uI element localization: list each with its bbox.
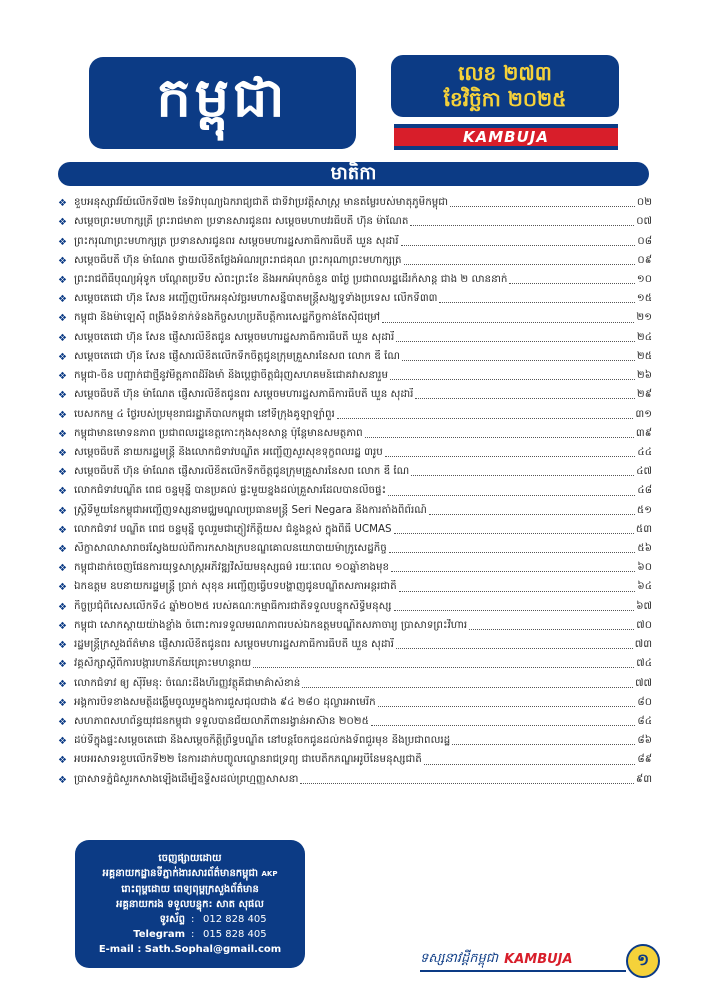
toc-item[interactable]: [58, 252, 652, 271]
diamond-bullet-icon: ❖: [58, 351, 67, 363]
page-footer: [420, 946, 670, 972]
toc-item[interactable]: [58, 271, 652, 290]
diamond-bullet-icon: ❖: [58, 198, 67, 210]
toc-item-page: ៦០: [637, 561, 652, 574]
phone-value: 012 828 405: [203, 914, 267, 925]
toc-item-page: ៤៧: [636, 465, 652, 478]
toc-item-page: ៥១: [636, 503, 652, 516]
diamond-bullet-icon: ❖: [58, 717, 67, 729]
publisher-director: អគ្គនាយករង ទទួលបន្ទុក: សាត សុផល: [116, 899, 264, 910]
toc-item-page: ៨៦: [637, 734, 652, 747]
toc-item[interactable]: [58, 713, 652, 732]
toc-item-page: ៦៤: [637, 580, 652, 593]
diamond-bullet-icon: ❖: [58, 447, 67, 459]
toc-item-title: សម្តេចតេជោ ហ៊ុន សែន ផ្ញើសារលិខិតជូន សម្តេចមហារដ្ឋសភាធិការធិបតី ឃួន សុដារី: [74, 330, 395, 343]
leader-dots: [390, 378, 635, 380]
toc-item-title: កម្ពុជាដាក់ចេញផែនការយុទ្ធសាស្ត្រអភិវឌ្ឍវិស័យមនុស្សធម៌ រយៈពេល ១០ឆ្នាំខាងមុខ: [74, 561, 390, 574]
toc-item[interactable]: [58, 232, 652, 251]
leader-dots: [509, 282, 634, 284]
footer-brand: KAMBUJA: [504, 951, 573, 967]
diamond-bullet-icon: ❖: [58, 467, 67, 479]
diamond-bullet-icon: ❖: [58, 601, 67, 613]
brand-name: KAMBUJA: [463, 128, 549, 146]
toc-item-page: ៧៤: [636, 657, 652, 670]
toc-item-page: ១០: [636, 272, 652, 285]
leader-dots: [388, 494, 635, 496]
leader-dots: [429, 513, 635, 515]
toc-item[interactable]: [58, 559, 652, 578]
diamond-bullet-icon: ❖: [58, 236, 67, 248]
leader-dots: [365, 436, 634, 438]
brand-bar: [394, 124, 618, 150]
toc-item-page: ០៩: [637, 253, 652, 266]
diamond-bullet-icon: ❖: [58, 390, 67, 402]
toc-item-title: សម្តេចតេជោ ហ៊ុន សែន ផ្ញើសារលិខិតលើកទឹកចិត្តជូនក្រុមគ្រួសារនៃសព លោក ឌី ណៃ: [74, 349, 400, 362]
leader-dots: [404, 263, 636, 265]
toc-item-page: ៩៣: [635, 772, 652, 785]
leader-dots: [439, 301, 634, 303]
toc-item-page: ០២: [636, 196, 652, 209]
toc-item-page: ៨០: [637, 695, 652, 708]
leader-dots: [385, 455, 636, 457]
leader-dots: [371, 724, 636, 726]
toc-item[interactable]: [58, 463, 652, 482]
leader-dots: [389, 551, 636, 553]
brand-stripe-bottom: [394, 146, 618, 150]
toc-item-title: លោកជំទាវ បណ្ឌិត ពេជ ចន្ទមុន្នី ចូលរួមជាភ្ញៀវកិត្តិយស ជំនួងខ្ពស់ ក្នុងពិធី UCMAS: [74, 522, 392, 535]
diamond-bullet-icon: ❖: [58, 678, 67, 690]
publisher-phone-row: ទូរស័ព្ទ : 012 828 405: [105, 912, 275, 927]
toc-item-title: កម្ពុជា សោកស្តាយយ៉ាងខ្លាំង ចំពោះការទទួលមរណភាពរបស់ឯកឧត្តមបណ្ឌិតសភាចារ្យ ប្រាសាទព្រះវិហារ: [74, 618, 468, 631]
telegram-label: Telegram: [133, 929, 185, 940]
diamond-bullet-icon: ❖: [58, 544, 67, 556]
toc-item-page: ០៧: [636, 215, 652, 228]
toc-item-title: កម្ពុជាមានមោទនភាព ប្រជាពលរដ្ឋខេត្តកោះកុងសុខសាន្ត ប៉ុន្តែមានសមត្ថភាព: [74, 426, 363, 439]
leader-dots: [450, 205, 635, 207]
leader-dots: [469, 628, 634, 630]
toc-item-title: សិក្ខាសាលាសារាចរស្វែងយល់ពីការកសាងក្របខណ្ឌគោលនយោបាយម៉ាក្រូសេដ្ឋកិច្ច: [74, 542, 387, 555]
toc-item-page: ៧៧: [635, 676, 652, 689]
toc-item[interactable]: [58, 444, 652, 463]
brand-name-band: [394, 128, 618, 146]
toc-item-page: ៣៩: [635, 426, 652, 439]
leader-dots: [410, 224, 634, 226]
issue-number: លេខ ២៧៣: [458, 61, 552, 85]
toc-item-title: លោកជំទាវបណ្ឌិត ពេជ ចន្ទមុន្នី បានប្រគល់ ផ្ទះមួយខ្នងដល់គ្រួសារដែលបានលិចផ្ទះ: [74, 484, 387, 497]
toc-item-page: ២៥: [636, 349, 652, 362]
diamond-bullet-icon: ❖: [58, 774, 67, 786]
toc-item[interactable]: [58, 732, 652, 751]
toc-item-title: សម្តេចព្រះមហាក្សត្រី ព្រះរាជមាតា ប្រទានសារជូនពរ សម្តេចមហាបវរធិបតី ហ៊ុន ម៉ាណែត: [74, 215, 409, 228]
toc-item-page: ២៦: [636, 369, 652, 382]
diamond-bullet-icon: ❖: [58, 428, 67, 440]
toc-item-title: ឯកឧត្តម ឧបនាយករដ្ឋមន្ត្រី ប្រាក់ សុខុន អញ្ជើញធ្វើបទបង្ហាញជូនបណ្ឌិតសភាអន្តរជាតិ: [74, 580, 397, 593]
leader-dots: [452, 743, 635, 745]
diamond-bullet-icon: ❖: [58, 640, 67, 652]
toc-item-title: សហភាពសហព័ន្ធយុវជនកម្ពុជា ទទួលបានជ័យលាភីពានរង្វាន់អាស៊ាន ២០២៥: [74, 715, 369, 728]
toc-item[interactable]: [58, 309, 652, 328]
toc-item[interactable]: [58, 694, 652, 713]
toc-item[interactable]: [58, 540, 652, 559]
toc-item-title: អបអរសាទរខួបលើកទី២២ នៃការដាក់បញ្ចូលល្ខោនរាជទ្រព្យ ជាបេតិកភណ្ឌអរូបីនៃមនុស្សជាតិ: [74, 753, 422, 766]
toc-item[interactable]: [58, 617, 652, 636]
toc-item-page: ០៨: [637, 234, 652, 247]
publisher-printer: រោះពុម្ពដោយ ពេទ្យពុម្ពក្រសួងព័ត៌មាន: [121, 884, 259, 895]
diamond-bullet-icon: ❖: [58, 524, 67, 536]
toc-item-page: ៨៩: [637, 753, 652, 766]
toc-item-page: ៤៤: [637, 445, 652, 458]
masthead-title: កម្ពុជា: [156, 65, 289, 129]
toc-item[interactable]: [58, 521, 652, 540]
toc-heading: [58, 162, 649, 186]
toc-item-page: ៨៤: [637, 715, 652, 728]
toc-item[interactable]: [58, 425, 652, 444]
toc-item-title: សម្តេចតេជោ ហ៊ុន សែន អញ្ជើញបើកអនុសំវច្ឆរមហាសន្និបាតមន្ត្រីសង្ឃទូទាំងប្រទេស លើកទី៣៣: [74, 292, 438, 305]
leader-dots: [300, 782, 634, 784]
publisher-info: [75, 840, 305, 968]
publisher-line-1: ចេញផ្សាយដោយ: [158, 853, 222, 864]
toc-item-title: កិច្ចប្រជុំពិសេសលើកទី៤ ឆ្នាំ២០២៥ របស់គណៈកម្មាធិការជាតិទទួលបន្ទុកសិទ្ធិមនុស្ស: [74, 599, 392, 612]
leader-dots: [424, 763, 636, 765]
toc-item-title: កម្ពុជា-ចិន បញ្ជាក់ជាថ្មីនូវមិត្តភាពដ៏រឹងមាំ និងប្តេជ្ញាចិត្តជំរុញសហគមន៍ជោគវាសនារួម: [74, 369, 388, 382]
toc-item[interactable]: [58, 367, 652, 386]
toc-item-title: ព្រះរាជពិធីបុណ្យអុំទូក បណ្តែតប្រទីប សំពះព្រះខែ និងអកអំបុកចំនួន ៣ថ្ងៃ ប្រជាពលរដ្ឋដើរកំសាន្ត ជាង ២ លាននាក់: [74, 272, 508, 285]
leader-dots: [401, 244, 636, 246]
publisher-email: E-mail : Sath.Sophal@gmail.com: [98, 944, 282, 955]
diamond-bullet-icon: ❖: [58, 582, 67, 594]
phone-label: ទូរស័ព្ទ: [159, 914, 185, 925]
leader-dots: [382, 321, 634, 323]
diamond-bullet-icon: ❖: [58, 659, 67, 671]
toc-item[interactable]: [58, 290, 652, 309]
toc-item[interactable]: [58, 674, 652, 693]
toc-item[interactable]: [58, 194, 652, 213]
diamond-bullet-icon: ❖: [58, 371, 67, 383]
leader-dots: [253, 666, 634, 668]
diamond-bullet-icon: ❖: [58, 255, 67, 267]
toc-item-title: កម្ពុជា និងម៉ាឡេស៊ី ពង្រឹងទំនាក់ទំនងកិច្ចសហប្រតិបត្តិការសេដ្ឋកិច្ចកាន់តែស៊ីជម្រៅ: [74, 311, 381, 324]
footer-magazine-name: ទស្សនាវដ្តីកម្ពុជា: [420, 950, 499, 966]
publisher-agency: [103, 866, 278, 882]
toc-item-title: អង្គការបិទខាងសមត្ថិដង្ហើមចូលរួមក្នុងការជួសជុលជាង ៩៤ ២៨០ ដុល្លារអាមេរិក: [74, 695, 376, 708]
diamond-bullet-icon: ❖: [58, 294, 67, 306]
toc-item[interactable]: [58, 598, 652, 617]
toc-item[interactable]: [58, 213, 652, 232]
toc-item[interactable]: [58, 771, 652, 790]
toc-item-title: ខួបអនុស្សាវរីយ៍លើកទី៧២ នៃទិវាបុណ្យឯករាជ្យជាតិ ជាទិវាប្រវត្តិសាស្ត្រ មានតម្លៃរបស់មាតុភូមិកម្ពុជា: [74, 196, 449, 209]
leader-dots: [394, 609, 635, 611]
toc-item-title: ស្ត្រីទីមួយនៃកម្ពុជាអញ្ជើញទស្សនាមជ្ឈមណ្ឌលប្រធានមន្ត្រី Seri Negara និងការតាំងពិព័រណ៍: [74, 503, 427, 516]
toc-heading-text: មាតិកា: [330, 162, 377, 184]
telegram-value: 015 828 405: [203, 929, 267, 940]
publisher-telegram-row: Telegram : 015 828 405: [105, 927, 275, 942]
toc-item[interactable]: [58, 348, 652, 367]
leader-dots: [394, 532, 634, 534]
diamond-bullet-icon: ❖: [58, 563, 67, 575]
diamond-bullet-icon: ❖: [58, 736, 67, 748]
toc-item-title: ព្រះករុណាព្រះមហាក្សត្រ ប្រទានសារជូនពរ សម្តេចមហារដ្ឋសភាធិការធិបតី ឃួន សុដារី: [74, 234, 399, 247]
toc-item-title: ប្រាសាទភ្នំជំសួរកសាងឡើងដើម្បីឧទ្ទិសដល់ព្រហ្មញ្ញសាសនា: [74, 772, 299, 785]
toc-item[interactable]: [58, 502, 652, 521]
toc-item-page: ៧០: [636, 618, 652, 631]
diamond-bullet-icon: ❖: [58, 486, 67, 498]
toc-item-title: បេសកកម្ម ៤ ថ្ងៃរបស់ប្រមុខរាជរដ្ឋាភិបាលកម្ពុជា នៅទីក្រុងគូឡាឡាំពួរ: [74, 407, 335, 420]
toc-item-title: វគ្គសិក្សាស្តីពីការបង្ការហានិភ័យគ្រោះមហន្តរាយ: [74, 657, 252, 670]
toc-item-title: សម្តេចធិបតី នាយករដ្ឋមន្ត្រី និងលោកជំទាវបណ្ឌិត អញ្ជើញសួរសុខទុក្ខពលរដ្ឋ ៣រូប: [74, 445, 383, 458]
diamond-bullet-icon: ❖: [58, 505, 67, 517]
leader-dots: [302, 686, 633, 688]
toc-item[interactable]: [58, 636, 652, 655]
toc-item-page: ៤៨: [637, 484, 652, 497]
diamond-bullet-icon: ❖: [58, 313, 67, 325]
diamond-bullet-icon: ❖: [58, 620, 67, 632]
toc-item-title: លោកជំទាវ ឲ្យ ស៊ីរីមនុ: ចំណេះដឹងហិរញ្ញវត្ថុគឺជាមាគ៌ាសំខាន់: [74, 676, 301, 689]
issue-box: [391, 55, 619, 117]
leader-dots: [378, 705, 636, 707]
toc-item-page: ៦៧: [636, 599, 652, 612]
leader-dots: [337, 417, 634, 419]
leader-dots: [402, 359, 635, 361]
page-number-badge: [626, 944, 660, 978]
toc-item-page: ៥៣: [635, 522, 652, 535]
toc-item[interactable]: [58, 751, 652, 770]
toc-item-page: ២១: [636, 311, 652, 324]
leader-dots: [391, 570, 635, 572]
toc-item[interactable]: [58, 405, 652, 424]
diamond-bullet-icon: ❖: [58, 217, 67, 229]
diamond-bullet-icon: ❖: [58, 755, 67, 767]
toc-item-page: ៥៦: [637, 542, 652, 555]
publisher-agency-name: អគ្គនាយកដ្ឋានទីភ្នាក់ងារសារព័ត៌មានកម្ពុជា: [102, 868, 259, 879]
toc-item-title: សម្តេចធិបតី ហ៊ុន ម៉ាណែត ថ្វាយលិខិតថ្លែងអំណរព្រះរាជគុណ ព្រះករុណាព្រះមហាក្សត្រ: [74, 253, 402, 266]
masthead-logo: [89, 57, 356, 149]
toc-item-title: សម្តេចធិបតី ហ៊ុន ម៉ាណែត ផ្ញើសារលិខិតជូនពរ សម្តេចមហារដ្ឋសភាធិការធិបតី ឃួន សុដារី: [74, 388, 414, 401]
toc-item-page: ៧៣: [634, 638, 652, 651]
leader-dots: [415, 397, 635, 399]
table-of-contents: [58, 194, 652, 790]
toc-item[interactable]: [58, 578, 652, 597]
publisher-agency-abbr: AKP: [261, 870, 278, 878]
leader-dots: [396, 647, 633, 649]
leader-dots: [411, 474, 634, 476]
toc-item-title: រដ្ឋមន្ត្រីក្រសួងព័ត៌មាន ផ្ញើសារលិខិតជូនពរ សម្តេចមហារដ្ឋសភាធិការធិបតី ឃួន សុដារី: [74, 638, 394, 651]
page-number: ១: [636, 950, 650, 969]
toc-item[interactable]: [58, 482, 652, 501]
footer-rule: [420, 970, 626, 972]
diamond-bullet-icon: ❖: [58, 332, 67, 344]
toc-item[interactable]: [58, 329, 652, 348]
toc-item-page: ២៩: [636, 388, 652, 401]
toc-item-page: ៣១: [635, 407, 652, 420]
diamond-bullet-icon: ❖: [58, 409, 67, 421]
issue-date: ខែវិច្ឆិកា ២០២៥: [443, 87, 567, 111]
toc-item-page: ១៥: [636, 292, 652, 305]
toc-item-title: សម្តេចធិបតី ហ៊ុន ម៉ាណែត ផ្ញើសារលិខិតលើកទឹកចិត្តជូនក្រុមគ្រួសារនៃសព លោក ឌី ណៃ: [74, 465, 410, 478]
leader-dots: [396, 340, 635, 342]
diamond-bullet-icon: ❖: [58, 274, 67, 286]
leader-dots: [399, 590, 636, 592]
toc-item-page: ២៤: [636, 330, 652, 343]
toc-item[interactable]: [58, 386, 652, 405]
toc-item-title: ដប់ទីក្នុងផ្ទះសម្តេចតេជោ និងសម្តេចកិត្តិព្រឹទ្ធបណ្ឌិត នៅបន្តចែកជូនដល់កងទ័ពជួរមុខ និងប្រជាពលរដ្ឋ: [74, 734, 451, 747]
diamond-bullet-icon: ❖: [58, 697, 67, 709]
toc-item[interactable]: [58, 655, 652, 674]
